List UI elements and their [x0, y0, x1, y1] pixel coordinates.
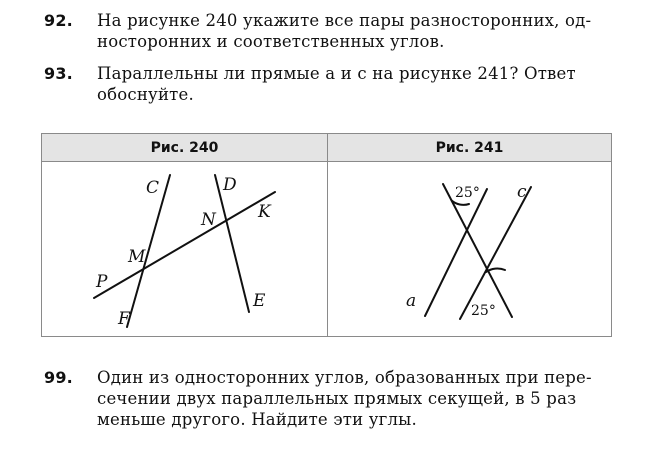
transversal — [443, 184, 512, 317]
label-n: N — [201, 210, 216, 230]
label-f: F — [118, 309, 130, 329]
problem-text — [97, 367, 592, 430]
label-a-line: a — [406, 291, 417, 311]
line-c — [460, 187, 531, 319]
figure-table — [41, 133, 612, 337]
figure-241-caption: Рис. 241 — [328, 134, 611, 162]
line-pk — [94, 192, 275, 298]
problem-number: 92. — [44, 11, 73, 30]
label-e: E — [253, 291, 266, 311]
problem-text-line: меньше другого. Найдите эти углы. — [97, 410, 417, 429]
label-k: K — [258, 202, 271, 222]
angle-label-top: 25° — [455, 185, 480, 201]
problem-text-line: обоснуйте. — [97, 85, 194, 104]
figure-240-caption: Рис. 240 — [42, 134, 327, 162]
label-m: M — [128, 247, 146, 267]
problem-text-line: Параллельны ли прямые a и c на рисунке 241? Ответ — [97, 64, 576, 83]
problem-text-line: носторонних и соответственных углов. — [97, 32, 445, 51]
problem-text-line: сечении двух параллельных прямых секущей, в 5 раз — [97, 389, 577, 408]
problem-text-line: На рисунке 240 укажите все пары разносторонних, од- — [97, 11, 592, 30]
angle-label-bottom: 25° — [471, 303, 496, 319]
problem-text — [97, 63, 576, 105]
problem-number: 93. — [44, 64, 73, 83]
line-de — [215, 175, 249, 312]
problem-number: 99. — [44, 368, 73, 387]
label-d: D — [223, 175, 237, 195]
label-c: C — [146, 178, 160, 198]
problem-text-line: Один из односторонних углов, образованных при пере- — [97, 368, 592, 387]
problem-text — [97, 10, 591, 52]
label-c-line: c — [517, 182, 527, 202]
figures-drawing — [42, 134, 611, 336]
label-p: P — [96, 272, 108, 292]
